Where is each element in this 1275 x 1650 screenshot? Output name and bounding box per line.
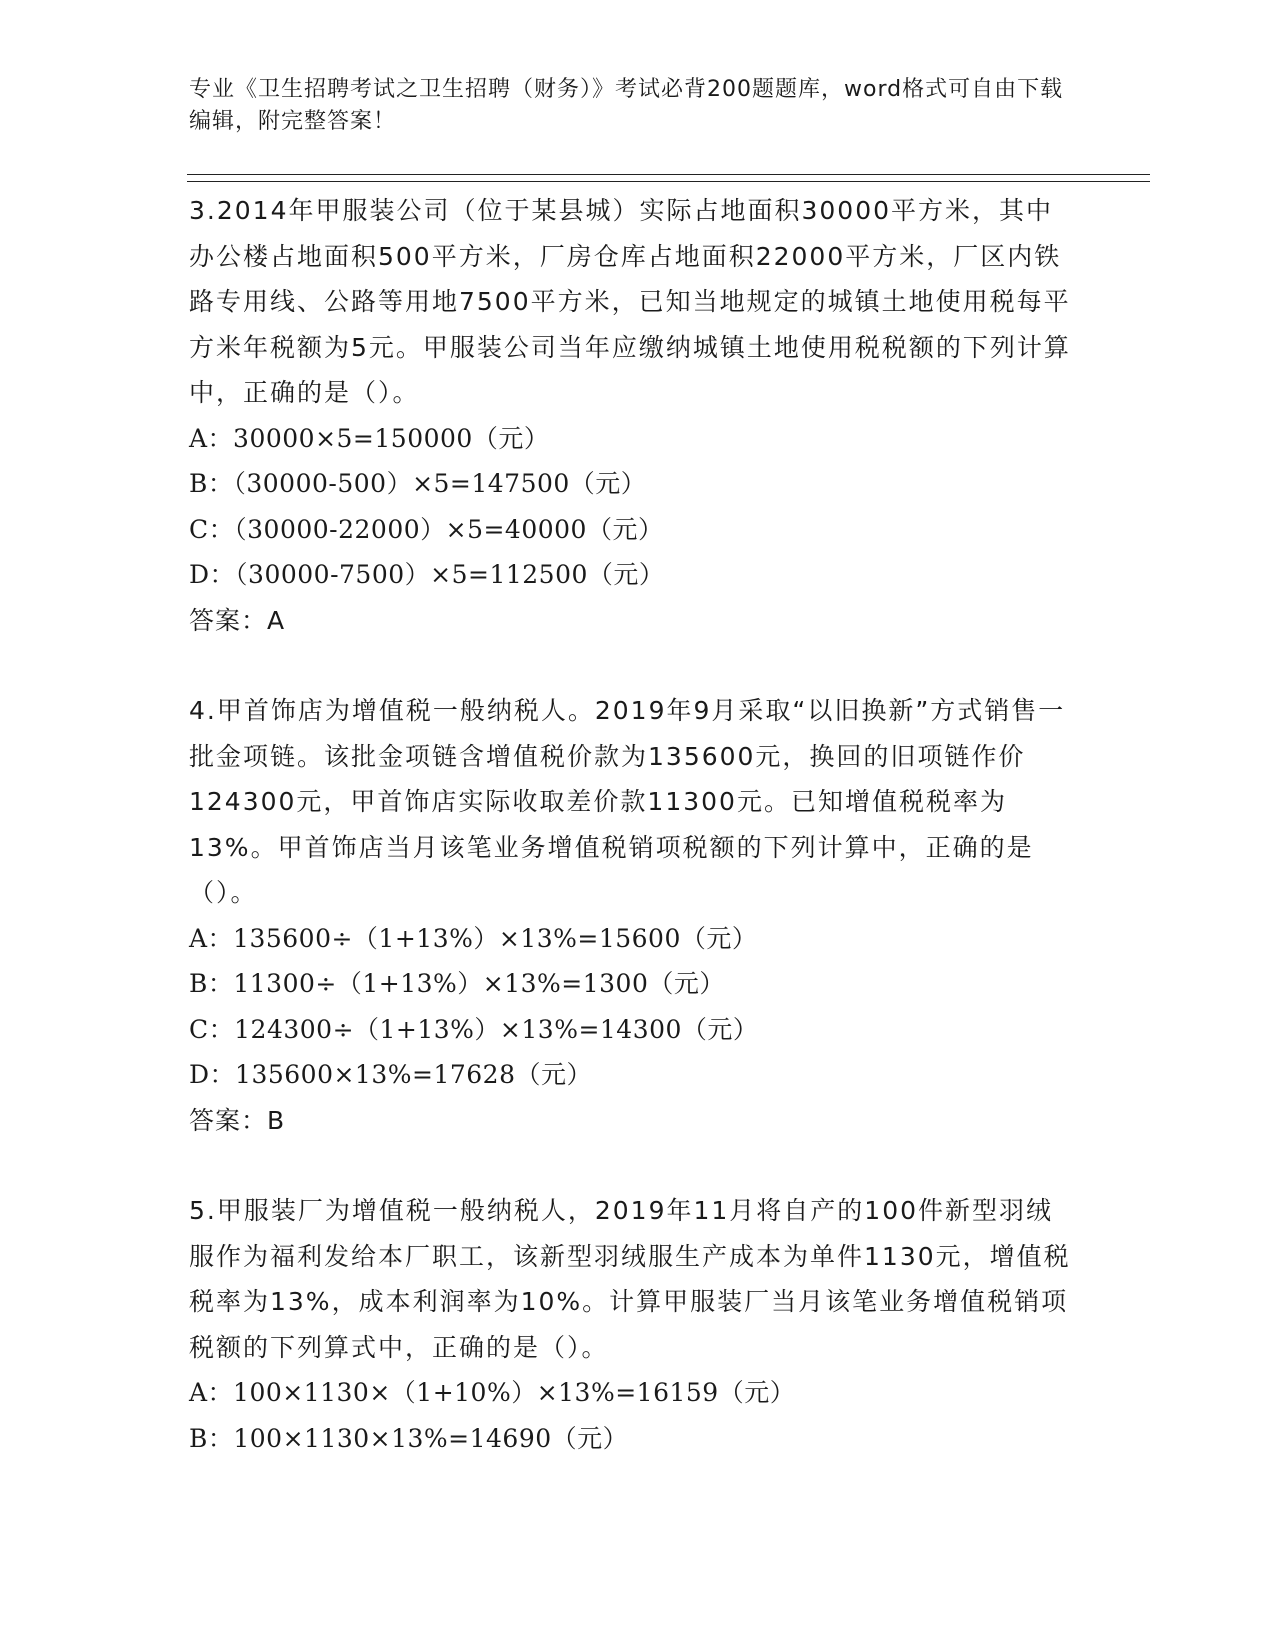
option-d: D：（30000-7500）×5=112500（元） <box>189 560 665 589</box>
option-c: C：（30000-22000）×5=40000（元） <box>189 514 664 544</box>
option-a: A：135600÷（1+13%）×13%=15600（元） <box>189 923 758 953</box>
answer-label: 答案：B <box>189 1105 286 1135</box>
question-3 <box>189 188 1079 643</box>
question-stem: 5.甲服装厂为增值税一般纳税人，2019年11月将自产的100件新型羽绒服作为福利发给本厂职工，该新型羽绒服生产成本为单件1130元，增值税税率为13%，成本利润率为10%。计算甲服装厂当月该笔业务增值税销项税额的下列算式中，正确的是（）。 <box>189 1196 1071 1362</box>
option-b: B：（30000-500）×5=147500（元） <box>189 469 647 498</box>
question-4 <box>189 688 1079 1143</box>
option-c: C：124300÷（1+13%）×13%=14300（元） <box>189 1014 759 1044</box>
option-b: B：11300÷（1+13%）×13%=1300（元） <box>189 969 725 998</box>
question-stem: 3.2014年甲服装公司（位于某县城）实际占地面积30000平方米，其中办公楼占地面积500平方米，厂房仓库占地面积22000平方米，厂区内铁路专用线、公路等用地7500平方米，已知当地规定的城镇土地使用税每平方米年税额为5元。甲服装公司当年应缴纳城镇土地使用税税额的下列计算中，正确的是（）。 <box>189 196 1071 407</box>
document-title: 专业《卫生招聘考试之卫生招聘（财务）》考试必背200题题库，word格式可自由下载编辑，附完整答案！ <box>189 77 1064 134</box>
option-a: A：100×1130×（1+10%）×13%=16159（元） <box>189 1378 796 1407</box>
header-divider-top <box>187 174 1150 175</box>
option-d: D：135600×13%=17628（元） <box>189 1060 592 1089</box>
option-a: A：30000×5=150000（元） <box>189 423 550 453</box>
question-stem: 4.甲首饰店为增值税一般纳税人。2019年9月采取“以旧换新”方式销售一批金项链。该批金项链含增值税价款为135600元，换回的旧项链作价124300元，甲首饰店实际收取差价款11300元。已知增值税税率为13%。甲首饰店当月该笔业务增值税销项税额的下列计算中，正确的是（）。 <box>189 696 1066 907</box>
answer-label: 答案：A <box>189 605 286 635</box>
document-header <box>189 74 1079 138</box>
option-b: B：100×1130×13%=14690（元） <box>189 1423 629 1453</box>
question-5 <box>189 1188 1079 1461</box>
header-divider-bottom <box>187 181 1150 182</box>
